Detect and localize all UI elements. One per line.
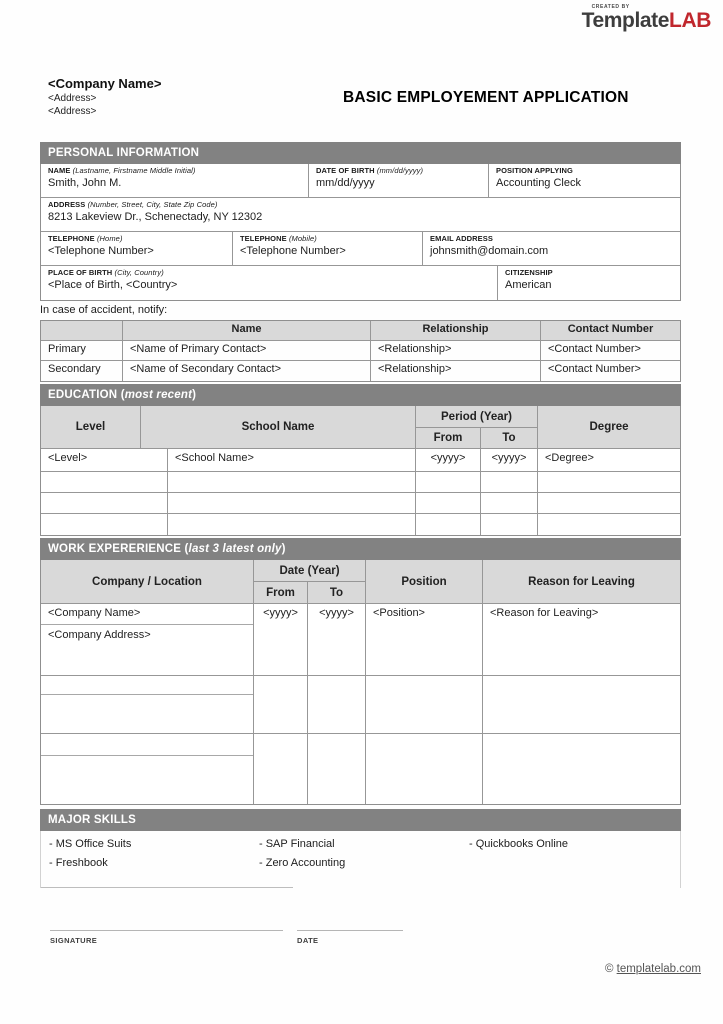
- footer: [605, 963, 701, 975]
- education-from-value: [416, 493, 481, 513]
- accident-primary-relationship: <Relationship>: [371, 341, 541, 360]
- education-degree-value: [538, 472, 680, 492]
- signature-line: [50, 930, 283, 931]
- accident-row-secondary: [41, 361, 680, 381]
- logo-brand-template: Template: [581, 9, 670, 32]
- accident-primary-contact: <Contact Number>: [548, 343, 641, 355]
- citizenship-field: [498, 266, 680, 300]
- work-experience-table: [40, 560, 681, 805]
- copyright-symbol: ©: [604, 963, 614, 975]
- date-of-birth-field: [309, 164, 489, 197]
- form-body: [40, 142, 681, 888]
- accident-secondary-name: <Name of Secondary Contact>: [123, 361, 371, 381]
- education-to-value: [481, 493, 538, 513]
- education-row: [41, 472, 680, 493]
- education-title-italic: most recent: [124, 389, 193, 401]
- work-title-italic: last 3 latest only: [188, 543, 282, 555]
- section-bar-work-experience: [40, 538, 681, 560]
- document-header: [40, 0, 681, 142]
- work-company-cell: [41, 734, 254, 804]
- date-field: [297, 930, 403, 945]
- work-header-to: To: [329, 586, 344, 599]
- education-school-value: [168, 472, 416, 492]
- accident-notify-intro: In case of accident, notify:: [40, 304, 168, 316]
- education-school-value: <School Name>: [168, 449, 416, 471]
- signature-area: [50, 930, 403, 945]
- education-header-period: Period (Year): [416, 406, 537, 428]
- skill-item: - Freshbook: [49, 857, 108, 869]
- telephone-mobile-label: TELEPHONE: [240, 234, 287, 243]
- position-label: POSITION APPLYING: [496, 166, 573, 175]
- education-header-period-group: [416, 406, 538, 448]
- education-header-level: Level: [41, 406, 141, 448]
- company-address-placeholder-1: <Address>: [48, 93, 97, 104]
- company-name-placeholder: <Company Name>: [48, 76, 162, 91]
- address-label: ADDRESS: [48, 200, 86, 209]
- education-to-value: [481, 514, 538, 535]
- name-label: NAME: [48, 166, 71, 175]
- templatelab-link[interactable]: templatelab.com: [616, 963, 701, 975]
- accident-header-name: Name: [123, 321, 371, 340]
- accident-header-blank: [41, 321, 123, 340]
- education-degree-value: <Degree>: [545, 452, 594, 464]
- telephone-home-label: TELEPHONE: [48, 234, 95, 243]
- company-address-placeholder-2: <Address>: [48, 106, 97, 117]
- work-table-header: [41, 560, 680, 604]
- date-line: [297, 930, 403, 931]
- work-position-value: <Position>: [366, 604, 483, 675]
- section-bar-major-skills: MAJOR SKILLS: [40, 809, 681, 831]
- work-experience-block: [41, 676, 680, 734]
- education-header-from: From: [416, 428, 481, 448]
- place-of-birth-hint: (City, Country): [114, 268, 164, 277]
- telephone-home-field: [41, 232, 233, 265]
- name-value: Smith, John M.: [48, 177, 122, 189]
- place-of-birth-field: [41, 266, 498, 300]
- education-from-value: [416, 514, 481, 535]
- address-value: 8213 Lakeview Dr., Schenectady, NY 12302: [48, 211, 263, 223]
- education-to-value: [481, 472, 538, 492]
- accident-secondary-contact: <Contact Number>: [548, 363, 641, 375]
- dob-hint: (mm/dd/yyyy): [376, 166, 424, 175]
- work-header-position: Position: [366, 560, 483, 603]
- work-position-value: [366, 676, 483, 733]
- education-school-value: [168, 514, 416, 535]
- skill-item: - MS Office Suits: [49, 838, 132, 850]
- education-row: [41, 449, 680, 472]
- work-company-address-value: <Company Address>: [48, 629, 151, 641]
- dob-value: mm/dd/yyyy: [316, 177, 375, 189]
- work-company-address-value: [41, 695, 253, 733]
- personal-row-birthplace-citizenship: [41, 266, 680, 300]
- telephone-mobile-value: <Telephone Number>: [240, 245, 346, 257]
- work-header-company: Company / Location: [41, 560, 254, 603]
- accident-primary-type: Primary: [41, 341, 123, 360]
- accident-table-header: [41, 321, 680, 341]
- work-from-value: [254, 734, 308, 804]
- telephone-home-value: <Telephone Number>: [48, 245, 154, 257]
- education-from-value: <yyyy>: [416, 449, 481, 471]
- work-company-name-value: <Company Name>: [41, 604, 253, 625]
- education-from-value: [416, 472, 481, 492]
- email-value: johnsmith@domain.com: [430, 245, 549, 257]
- accident-header-contact: Contact Number: [567, 323, 654, 335]
- skill-item: - Quickbooks Online: [469, 838, 569, 850]
- accident-header-relationship: Relationship: [371, 321, 541, 340]
- work-header-from: From: [254, 582, 308, 603]
- work-company-address-value: [41, 756, 253, 804]
- name-hint: (Lastname, Firstname Middle Initial): [72, 166, 196, 175]
- education-table-header: [41, 406, 680, 449]
- position-applying-field: [489, 164, 680, 197]
- name-field: [41, 164, 309, 197]
- education-header-degree: Degree: [589, 421, 629, 433]
- education-to-value: <yyyy>: [481, 449, 538, 471]
- education-degree-value: [538, 493, 680, 513]
- signature-label: SIGNATURE: [50, 936, 98, 945]
- personal-row-address: [41, 198, 680, 232]
- education-level-value: <Level>: [41, 449, 168, 471]
- work-experience-block: [41, 604, 680, 676]
- skills-row: [49, 838, 672, 857]
- address-field: [41, 198, 680, 231]
- email-field: [423, 232, 680, 265]
- work-to-value: [308, 734, 366, 804]
- logo-created-by-text: CREATED BY: [591, 4, 630, 10]
- address-hint: (Number, Street, City, State Zip Code): [87, 200, 218, 209]
- work-experience-block: [41, 734, 680, 804]
- education-title-suffix: ): [192, 389, 197, 401]
- education-row: [41, 514, 680, 535]
- work-header-date: Date (Year): [254, 560, 365, 582]
- work-reason-value: [483, 734, 680, 804]
- work-to-value: [308, 676, 366, 733]
- personal-row-name-dob-position: [41, 164, 680, 198]
- work-company-name-value: [41, 676, 253, 695]
- work-to-value: <yyyy>: [308, 604, 366, 675]
- position-value: Accounting Cleck: [496, 177, 581, 189]
- citizenship-label: CITIZENSHIP: [505, 268, 553, 277]
- section-bar-education: [40, 384, 681, 406]
- personal-information-table: [40, 164, 681, 301]
- education-level-value: [41, 472, 168, 492]
- work-company-name-value: [41, 734, 253, 756]
- education-degree-value: [538, 514, 680, 535]
- education-row: [41, 493, 680, 514]
- work-header-reason: Reason for Leaving: [528, 575, 635, 588]
- work-from-value: [254, 676, 308, 733]
- email-label: EMAIL ADDRESS: [430, 234, 493, 243]
- skill-item: - SAP Financial: [259, 838, 335, 850]
- telephone-home-hint: (Home): [96, 234, 123, 243]
- skills-row: [49, 857, 672, 876]
- skill-item: - Zero Accounting: [259, 857, 346, 869]
- accident-secondary-type: Secondary: [41, 361, 123, 381]
- date-label: DATE: [297, 936, 319, 945]
- dob-label: DATE OF BIRTH: [316, 166, 375, 175]
- work-position-value: [366, 734, 483, 804]
- citizenship-value: American: [505, 279, 552, 291]
- skills-bottom-rule: [41, 887, 293, 888]
- education-header-school: School Name: [141, 406, 416, 448]
- work-reason-value: <Reason for Leaving>: [490, 607, 599, 619]
- personal-row-phones-email: [41, 232, 680, 266]
- telephone-mobile-hint: (Mobile): [288, 234, 317, 243]
- accident-contacts-table: [40, 320, 681, 382]
- work-from-value: <yyyy>: [254, 604, 308, 675]
- accident-secondary-relationship: <Relationship>: [371, 361, 541, 381]
- education-level-value: [41, 493, 168, 513]
- education-table: [40, 406, 681, 536]
- document-title: BASIC EMPLOYEMENT APPLICATION: [343, 89, 629, 106]
- education-title-prefix: EDUCATION (: [48, 389, 125, 401]
- section-bar-personal-information: PERSONAL INFORMATION: [40, 142, 681, 164]
- place-of-birth-value: <Place of Birth, <Country>: [48, 279, 178, 291]
- work-company-cell: [41, 604, 254, 675]
- education-level-value: [41, 514, 168, 535]
- education-school-value: [168, 493, 416, 513]
- work-header-date-group: [254, 560, 366, 603]
- telephone-mobile-field: [233, 232, 423, 265]
- skill-item: [469, 857, 672, 876]
- logo-brand-lab: LAB: [669, 9, 711, 32]
- place-of-birth-label: PLACE OF BIRTH: [48, 268, 113, 277]
- accident-row-primary: [41, 341, 680, 361]
- accident-primary-name: <Name of Primary Contact>: [123, 341, 371, 360]
- work-title-prefix: WORK EXPERERIENCE (: [48, 543, 189, 555]
- work-title-suffix: ): [281, 543, 286, 555]
- skills-list: [40, 831, 681, 888]
- work-reason-value: [483, 676, 680, 733]
- education-header-to: To: [502, 432, 516, 444]
- work-company-cell: [41, 676, 254, 733]
- signature-field: [50, 930, 283, 945]
